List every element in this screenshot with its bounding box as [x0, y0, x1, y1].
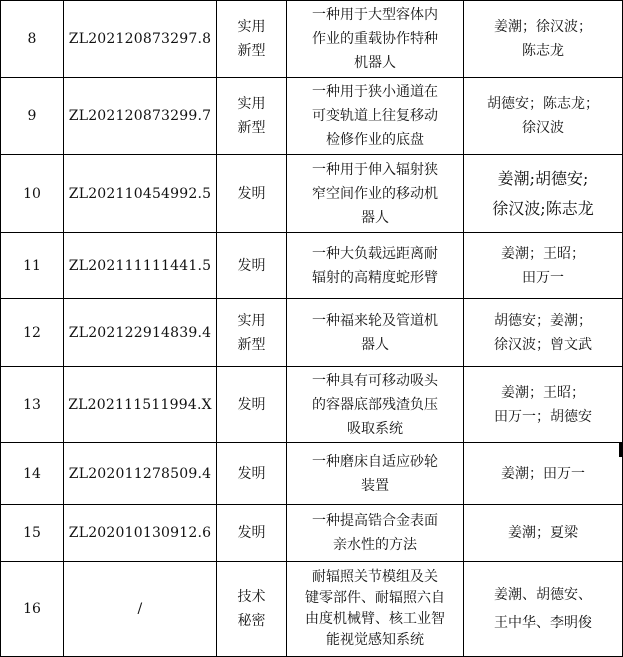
- patent-type: [217, 78, 287, 155]
- patent-number: ZL202111111441.5: [64, 233, 217, 299]
- patent-title: [287, 1, 464, 78]
- table-row: [1, 505, 623, 562]
- inventors: [464, 299, 623, 367]
- patent-number: ZL202010130912.6: [64, 505, 217, 562]
- title-line: 器人: [361, 209, 389, 226]
- inventor-line: 徐汉波；曾文武: [494, 336, 592, 353]
- title-line: 亲水性的方法: [333, 537, 417, 553]
- row-number: 16: [1, 562, 64, 657]
- type-line: 发明: [237, 257, 266, 274]
- patent-type: [217, 443, 287, 505]
- title-line: 作业的重载协作特种: [312, 31, 438, 47]
- title-line: 窄空间作业的移动机: [312, 185, 438, 202]
- title-line: 可变轨道上往复移动: [312, 108, 438, 124]
- patent-number: ZL202110454992.5: [64, 155, 217, 233]
- patent-title: [287, 367, 464, 443]
- patent-type: [217, 562, 287, 657]
- page-edge-mark: [619, 443, 622, 457]
- inventor-line: 田万一；胡德安: [494, 408, 592, 425]
- inventor-line: 徐汉波;陈志龙: [492, 198, 594, 218]
- title-line: 一种用于伸入辐射狭: [312, 161, 438, 178]
- row-number: 13: [1, 367, 64, 443]
- table-row: [1, 562, 623, 657]
- patent-number: ZL202120873297.8: [64, 1, 217, 78]
- inventor-line: 姜潮;胡德安;: [497, 168, 589, 188]
- title-line: 机器人: [354, 55, 396, 71]
- table-row: [1, 367, 623, 443]
- type-line: 实用: [237, 312, 266, 329]
- title-line: 一种福来轮及管道机: [312, 312, 438, 329]
- patent-title: [287, 78, 464, 155]
- inventor-line: 陈志龙: [522, 43, 564, 59]
- table-row: [1, 1, 623, 78]
- patent-number: ZL202111511994.X: [64, 367, 217, 443]
- type-line: 秘密: [237, 613, 266, 629]
- title-line: 辐射的高精度蛇形臂: [312, 269, 438, 286]
- inventors: [464, 233, 623, 299]
- patent-type: [217, 155, 287, 233]
- row-number: 12: [1, 299, 64, 367]
- inventors: [464, 505, 623, 562]
- patent-type: [217, 505, 287, 562]
- title-line: 装置: [361, 477, 389, 494]
- title-line: 耐辐照关节模组及关: [312, 569, 438, 585]
- type-line: 发明: [237, 185, 266, 202]
- title-line: 能视觉感知系统: [326, 632, 424, 648]
- type-line: 发明: [237, 465, 266, 482]
- inventor-line: 姜潮；徐汉波；: [494, 19, 592, 35]
- row-number: 8: [1, 1, 64, 78]
- title-line: 一种用于大型容体内: [312, 7, 438, 23]
- row-number: 11: [1, 233, 64, 299]
- inventor-line: 姜潮、胡德安、: [494, 587, 592, 603]
- table-row: [1, 78, 623, 155]
- inventor-line: 王中华、李明俊: [494, 615, 592, 631]
- row-number: 9: [1, 78, 64, 155]
- patent-title: [287, 233, 464, 299]
- type-line: 新型: [237, 120, 266, 136]
- table-row: [1, 233, 623, 299]
- title-line: 的容器底部残渣负压: [312, 396, 438, 413]
- inventor-line: 姜潮；夏梁: [508, 525, 578, 541]
- patent-type: [217, 299, 287, 367]
- type-line: 新型: [237, 336, 266, 353]
- table-row: [1, 155, 623, 233]
- patent-type: [217, 367, 287, 443]
- patent-number: ZL202120873299.7: [64, 78, 217, 155]
- row-number: 10: [1, 155, 64, 233]
- patent-type: [217, 1, 287, 78]
- inventors: [464, 443, 623, 505]
- title-line: 一种具有可移动吸头: [312, 372, 438, 389]
- title-line: 键零部件、耐辐照六自: [305, 590, 445, 606]
- patent-title: [287, 443, 464, 505]
- row-number: 15: [1, 505, 64, 562]
- table-row: [1, 443, 623, 505]
- type-line: 技术: [237, 589, 266, 605]
- patent-title: [287, 562, 464, 657]
- inventors: [464, 367, 623, 443]
- inventors: [464, 1, 623, 78]
- inventor-line: 姜潮；田万一: [501, 465, 585, 482]
- type-line: 实用: [237, 19, 266, 35]
- type-line: 实用: [237, 96, 266, 112]
- title-line: 吸取系统: [347, 420, 403, 437]
- patent-type: [217, 233, 287, 299]
- row-number: 14: [1, 443, 64, 505]
- inventors: [464, 155, 623, 233]
- title-line: 一种提高锆合金表面: [312, 513, 438, 529]
- patent-title: [287, 299, 464, 367]
- inventors: [464, 562, 623, 657]
- inventor-line: 徐汉波: [522, 120, 564, 136]
- patent-title: [287, 505, 464, 562]
- inventor-line: 田万一: [522, 269, 564, 286]
- title-line: 器人: [361, 336, 389, 353]
- patent-number: /: [64, 562, 217, 657]
- title-line: 一种大负载远距离耐: [312, 245, 438, 262]
- type-line: 发明: [237, 525, 266, 541]
- inventor-line: 姜潮；王昭；: [501, 245, 585, 262]
- title-line: 由度机械臂、核工业智: [305, 611, 445, 627]
- table-row: [1, 299, 623, 367]
- inventor-line: 胡德安；陈志龙；: [487, 96, 599, 112]
- type-line: 新型: [237, 43, 266, 59]
- type-line: 发明: [237, 396, 266, 413]
- inventor-line: 姜潮；王昭；: [501, 384, 585, 401]
- inventors: [464, 78, 623, 155]
- title-line: 一种用于狭小通道在: [312, 84, 438, 100]
- title-line: 一种磨床自适应砂轮: [312, 453, 438, 470]
- patent-title: [287, 155, 464, 233]
- patent-number: ZL202011278509.4: [64, 443, 217, 505]
- title-line: 检修作业的底盘: [326, 132, 424, 148]
- inventor-line: 胡德安；姜潮；: [494, 312, 592, 329]
- patent-number: ZL202122914839.4: [64, 299, 217, 367]
